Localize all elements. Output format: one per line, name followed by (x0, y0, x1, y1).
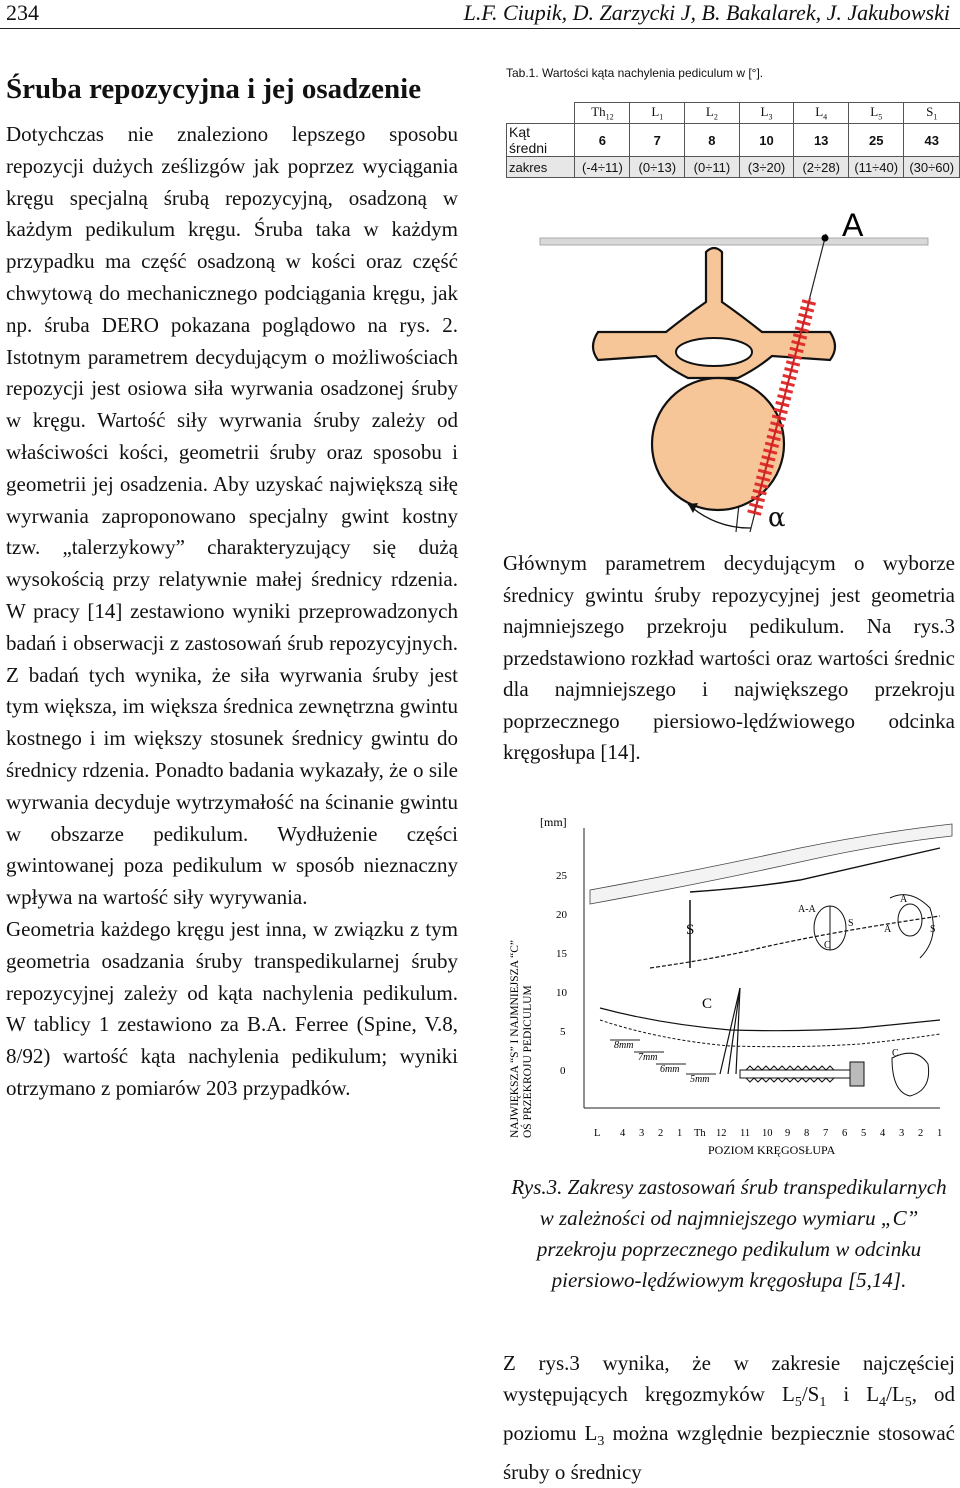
y-tick-label: 15 (556, 948, 567, 960)
vertebral-body (652, 378, 784, 510)
reference-bar (540, 238, 928, 245)
curve-c-label: C (702, 996, 713, 1012)
angle-label: α (768, 503, 786, 533)
final-text: /S (801, 1382, 820, 1406)
x-tick-label: 2 (918, 1128, 924, 1139)
screw-drawing (740, 1062, 864, 1086)
figure3-caption: Rys.3. Zakresy zastosowań śrub transpedikularnych w zależności od najmniejszego wymiaru „C” przekroju poprzecznego pedikulum w odcinku piersiowo-lędźwiowym kręgosłupa [5,14]. (511, 1175, 947, 1292)
final-sub: 4 (879, 1395, 887, 1411)
mean-cell: 7 (630, 124, 685, 157)
final-text: /L (886, 1382, 905, 1406)
inset-label: A-A (798, 904, 816, 915)
vertebra-figure (536, 207, 936, 542)
final-text: Z rys.3 wynika, że w zakresie najczęściej występujących kręgozmyków L (503, 1351, 955, 1406)
y-tick-label: 0 (560, 1065, 566, 1077)
figure3-graph (500, 808, 960, 1160)
mean-cell: 8 (685, 124, 740, 157)
left-column (6, 72, 458, 1105)
final-sub: 3 (597, 1434, 605, 1450)
inset-label: C (892, 1048, 899, 1059)
inset-label: A (900, 894, 908, 905)
level-s1: $S_1$ (904, 103, 960, 124)
level-l1-sub: 1 (659, 112, 664, 122)
range-cell: (0÷13) (630, 157, 685, 178)
screw-head (850, 1062, 864, 1086)
level-l4-sub: 4 (823, 112, 828, 122)
mean-cell: 10 (739, 124, 794, 157)
final-text: i L (826, 1382, 880, 1406)
level-s1-sub: 1 (933, 112, 938, 122)
x-tick-label: 4 (880, 1128, 886, 1139)
screw-shaft (740, 1070, 850, 1078)
x-tick-label: 9 (785, 1128, 791, 1139)
x-tick-label: 3 (639, 1128, 645, 1139)
range-cell: (30÷60) (904, 157, 960, 178)
spine-column (590, 824, 952, 904)
table-header-row (507, 103, 960, 124)
final-sub: 5 (794, 1395, 802, 1411)
range-cell: (-4÷11) (575, 157, 630, 178)
final-text: , od poziomu L (503, 1382, 955, 1446)
y-tick-label: 10 (556, 987, 567, 999)
range-cell: (3÷20) (739, 157, 794, 178)
x-tick-label: 6 (842, 1128, 848, 1139)
screw-label: 8mm (614, 1040, 634, 1051)
body-paragraph-2: Geometria każdego kręgu jest inna, w związku z tym geometria osadzania śruby transpedikularnej śruby repozycyjnej zależy od kąta nachylenia pedikulum. W tablicy 1 zestawiono za B.A. Ferree (Spine, V.8, 8/92) wartość kąta nachylenia pedikulum; wyniki otrzymano z pomiarów 203 przypadków. (6, 916, 458, 1100)
level-l1: $L_1$ (630, 103, 685, 124)
spine-band (590, 824, 952, 904)
unit-label: [mm] (540, 815, 567, 829)
x-tick-label: 11 (740, 1128, 751, 1139)
x-tick-label: 10 (762, 1128, 773, 1139)
level-l3: $L_3$ (739, 103, 794, 124)
level-l5: $L_5$ (849, 103, 904, 124)
x-axis-title: POZIOM KRĘGOSŁUPA (708, 1143, 836, 1157)
mean-cell: 13 (794, 124, 849, 157)
x-tick-labels (594, 1128, 942, 1139)
bottom-inset (892, 1053, 929, 1096)
mean-cell: 25 (849, 124, 904, 157)
vertical-title-line1: NAJWIĘKSZA “S” I NAJMNIEJSZA “C” (509, 939, 521, 1138)
screw-thread-top (746, 1066, 834, 1070)
screw-label: 6mm (660, 1064, 680, 1075)
point-a (822, 235, 829, 242)
screw-label: 5mm (690, 1074, 710, 1085)
inset-cross-section (814, 895, 933, 1096)
x-tick-label: Th (694, 1128, 706, 1139)
inset-label: S (930, 924, 936, 935)
mean-row-label: Kąt średni (507, 124, 575, 157)
final-sub: 5 (904, 1395, 912, 1411)
vertical-title (509, 940, 534, 1138)
c-upper-curve (600, 1008, 940, 1031)
range-cell: (0÷11) (685, 157, 740, 178)
table-corner (507, 103, 575, 124)
level-l2: $L_2$ (685, 103, 740, 124)
point-a-label: A (842, 207, 864, 243)
x-tick-label: 3 (899, 1128, 905, 1139)
x-tick-label: L (594, 1128, 601, 1139)
page-number: 234 (6, 0, 39, 25)
table-range-row (507, 157, 960, 178)
x-tick-label: 2 (658, 1128, 664, 1139)
level-l3-sub: 3 (768, 112, 773, 122)
level-th12: $Th_{12}$ (575, 103, 630, 124)
range-cell: (2÷28) (794, 157, 849, 178)
inset-label: S (848, 918, 854, 929)
running-authors: L.F. Ciupik, D. Zarzycki J, B. Bakalarek, J. Jakubowski (463, 0, 950, 25)
final-text: można względnie bezpiecznie stosować śruby o średnicy (503, 1421, 955, 1485)
level-th12-sub: 12 (605, 112, 614, 122)
mean-cell: 6 (575, 124, 630, 157)
page-header (0, 0, 960, 29)
pedicle-angle-table (506, 102, 960, 178)
screw-label: 7mm (638, 1052, 658, 1063)
level-l2-sub: 2 (713, 112, 718, 122)
x-tick-label: 8 (804, 1128, 810, 1139)
x-tick-label: 5 (861, 1128, 867, 1139)
curve-s-label: S (686, 922, 695, 938)
x-tick-label: 1 (677, 1128, 683, 1139)
range-cell: (11÷40) (849, 157, 904, 178)
body-paragraph-1: Dotychczas nie znaleziono lepszego sposobu repozycji dużych ześlizgów jak poprzez wyciągania kręgu specjalną śrubą repozycyjną, osadzoną w każdym pedikulum kręgu. Śruba taka w każdym przypadku ma część osadzoną w kości oraz część chwytową do mechanicznego podciągania kręgu, jak np. śruba DERO pokazana poglądowo na rys. 2. Istotnym parametrem decydującym o możliwościach repozycji jest osiowa siła wyrwania osadzonej śruby w kręgu. Wartość siły wyrwania śruby zależy od właściwości kości, geometrii śruby oraz sposobu i geometrii jej osadzenia. Aby uzyskać największą siłę wyrwania zaproponowano specjalny gwint kostny tzw. „talerzykowy” charakteryzujący się dużą wysokością przy relatywnie małej średnicy rdzenia. W pracy [14] zestawiono wyniki przeprowadzonych badań i obserwacji z zastosowań śrub repozycyjnych. Z badań tych wynika, że siła wyrwania śruby jest tym większa, im większa średnica zewnętrzna gwintu kostnego i im większy stosunek średnicy gwintu do średnicy rdzenia. Ponadto badania wykazały, że o sile wyrwania decyduje wytrzymałość na ścinanie gwintu w obszarze pedikulum. Wydłużenie części gwintowanej poza pedikulum w sposób nieznaczny wpływa na wartość siły wyrywania. (6, 122, 458, 910)
y-tick-label: 20 (556, 909, 567, 921)
x-tick-label: 4 (620, 1128, 626, 1139)
spinal-canal (676, 338, 752, 366)
right-paragraph: Głównym parametrem decydującym o wyborze średnicy gwintu śruby repozycyjnej jest geometria najmniejszego przekroju pedikulum. Na rys.3 przedstawiono rozkład wartości oraz wartości średnic dla najmniejszego i największego przekroju poprzecznego piersiowo-lędźwiowego odcinka kręgosłupa [14]. (503, 551, 955, 764)
y-tick-label: 25 (556, 870, 567, 882)
section-title: Śruba repozycyjna i jej osadzenie (6, 73, 422, 105)
pointer-arrows (720, 988, 740, 1074)
level-l5-sub: 5 (878, 112, 883, 122)
inset-label: C (824, 940, 831, 951)
c-lower-curve (600, 1020, 940, 1047)
final-paragraph (503, 1348, 955, 1488)
table-caption: Tab.1. Wartości kąta nachylenia pediculum w [°]. (506, 66, 764, 80)
final-sub: 1 (819, 1395, 827, 1411)
inset-label: A (884, 924, 892, 935)
x-tick-label: 1 (937, 1128, 943, 1139)
x-tick-label: 7 (823, 1128, 829, 1139)
vertical-title-line2: OŚ PRZEKROJU PEDICULUM (522, 985, 534, 1138)
level-l4: $L_4$ (794, 103, 849, 124)
range-row-label: zakres (507, 157, 575, 178)
mean-cell: 43 (904, 124, 960, 157)
screw-thread-bottom (746, 1078, 834, 1082)
table-mean-row (507, 124, 960, 157)
x-tick-label: 12 (716, 1128, 727, 1139)
y-tick-label: 5 (560, 1026, 566, 1038)
